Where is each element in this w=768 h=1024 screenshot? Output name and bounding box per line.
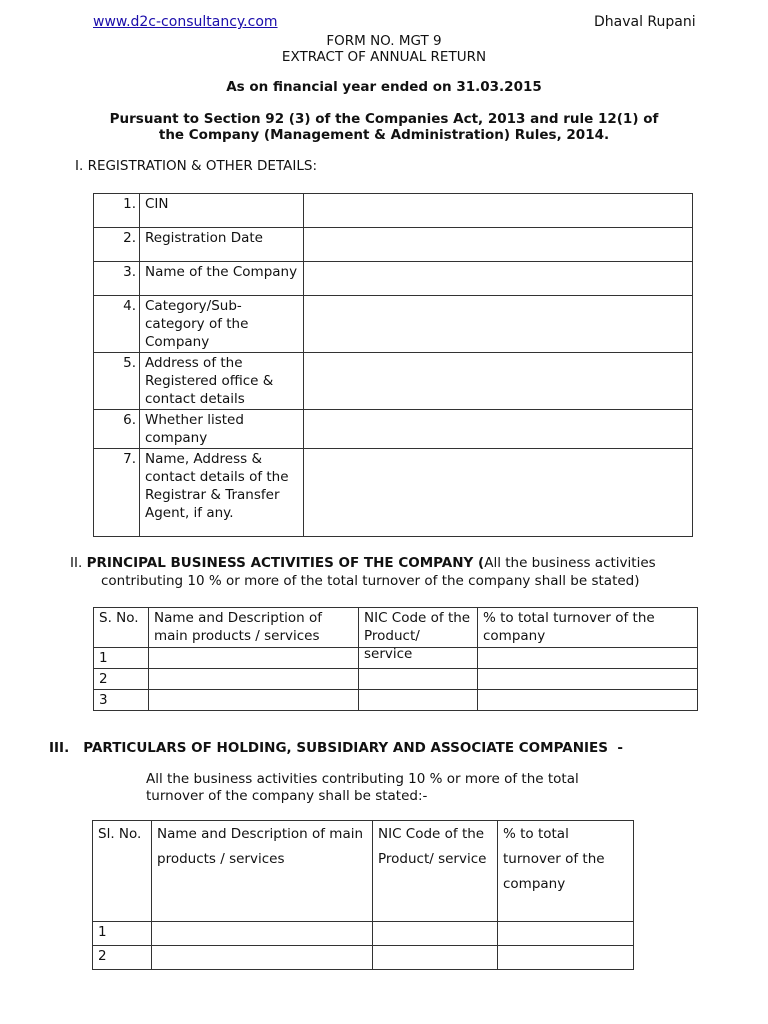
table-row xyxy=(94,194,693,228)
section-2-subheading: contributing 10 % or more of the total turnover of the company shall be stated) xyxy=(101,573,640,589)
section-3-note-2: turnover of the company shall be stated:- xyxy=(146,788,428,804)
table-row xyxy=(94,449,693,537)
cell[interactable] xyxy=(478,648,698,669)
pursuant-line-2: the Company (Management & Administration) Rules, 2014. xyxy=(158,127,610,143)
section-2-title-rest: All the business activities xyxy=(484,555,656,571)
cell[interactable] xyxy=(359,690,478,711)
row-value[interactable] xyxy=(304,262,693,296)
table-row xyxy=(94,353,693,410)
row-number: 5. xyxy=(94,353,140,410)
cell[interactable] xyxy=(478,690,698,711)
column-header: NIC Code of the Product/ service xyxy=(359,608,478,648)
row-label: Whether listed company xyxy=(140,410,304,449)
column-header: % to total turnover of the company xyxy=(498,821,634,922)
cell[interactable] xyxy=(478,669,698,690)
row-label: Name of the Company xyxy=(140,262,304,296)
cell[interactable] xyxy=(149,648,359,669)
cell[interactable] xyxy=(152,946,373,970)
cell[interactable] xyxy=(373,922,498,946)
form-subtitle: EXTRACT OF ANNUAL RETURN xyxy=(281,49,487,65)
table-header-row xyxy=(93,821,634,922)
column-header: % to total turnover of the company xyxy=(478,608,698,648)
cell[interactable] xyxy=(373,946,498,970)
form-number: FORM NO. MGT 9 xyxy=(326,33,442,49)
row-number: 2. xyxy=(94,228,140,262)
column-header: Name and Description of main products / services xyxy=(149,608,359,648)
table-row xyxy=(94,262,693,296)
row-number: 1 xyxy=(94,648,149,669)
row-value[interactable] xyxy=(304,353,693,410)
cell[interactable] xyxy=(152,922,373,946)
business-activities-table xyxy=(93,607,698,711)
row-number: 1 xyxy=(93,922,152,946)
row-number: 3 xyxy=(94,690,149,711)
section-2-heading xyxy=(70,555,656,571)
registration-details-table xyxy=(93,193,693,537)
table-header-row xyxy=(94,608,698,648)
section-3-heading: III. PARTICULARS OF HOLDING, SUBSIDIARY AND ASSOCIATE COMPANIES - xyxy=(49,740,623,756)
author-name: Dhaval Rupani xyxy=(594,14,696,30)
row-value[interactable] xyxy=(304,449,693,537)
cell[interactable] xyxy=(498,922,634,946)
column-header: Sl. No. xyxy=(93,821,152,922)
row-label: Registration Date xyxy=(140,228,304,262)
row-label: Category/Sub-category of the Company xyxy=(140,296,304,353)
cell[interactable] xyxy=(498,946,634,970)
section-2-title: PRINCIPAL BUSINESS ACTIVITIES OF THE COMPANY ( xyxy=(86,555,485,571)
row-number: 2 xyxy=(94,669,149,690)
row-number: 3. xyxy=(94,262,140,296)
cell[interactable] xyxy=(359,669,478,690)
cell[interactable] xyxy=(149,690,359,711)
website-link[interactable]: www.d2c-consultancy.com xyxy=(93,14,278,30)
row-label: Address of the Registered office & contact details xyxy=(140,353,304,410)
row-number: 1. xyxy=(94,194,140,228)
row-value[interactable] xyxy=(304,410,693,449)
table-row xyxy=(94,669,698,690)
holding-companies-table xyxy=(92,820,634,970)
pursuant-line-1: Pursuant to Section 92 (3) of the Companies Act, 2013 and rule 12(1) of xyxy=(109,111,659,127)
section-1-heading: I. REGISTRATION & OTHER DETAILS: xyxy=(75,158,318,174)
row-number: 7. xyxy=(94,449,140,537)
row-label: CIN xyxy=(140,194,304,228)
column-header: NIC Code of the Product/ service xyxy=(373,821,498,922)
row-number: 2 xyxy=(93,946,152,970)
section-2-number: II. xyxy=(70,555,83,571)
table-row xyxy=(94,690,698,711)
row-value[interactable] xyxy=(304,228,693,262)
table-row xyxy=(93,922,634,946)
column-header: S. No. xyxy=(94,608,149,648)
cell[interactable] xyxy=(149,669,359,690)
section-3-note-1: All the business activities contributing 10 % or more of the total xyxy=(146,771,579,787)
table-row xyxy=(93,946,634,970)
table-row xyxy=(94,296,693,353)
row-label: Name, Address & contact details of the Registrar & Transfer Agent, if any. xyxy=(140,449,304,537)
table-row xyxy=(94,410,693,449)
table-row xyxy=(94,228,693,262)
row-number: 6. xyxy=(94,410,140,449)
column-header: Name and Description of main products / services xyxy=(152,821,373,922)
financial-year-line: As on financial year ended on 31.03.2015 xyxy=(226,79,542,95)
row-number: 4. xyxy=(94,296,140,353)
row-value[interactable] xyxy=(304,296,693,353)
row-value[interactable] xyxy=(304,194,693,228)
